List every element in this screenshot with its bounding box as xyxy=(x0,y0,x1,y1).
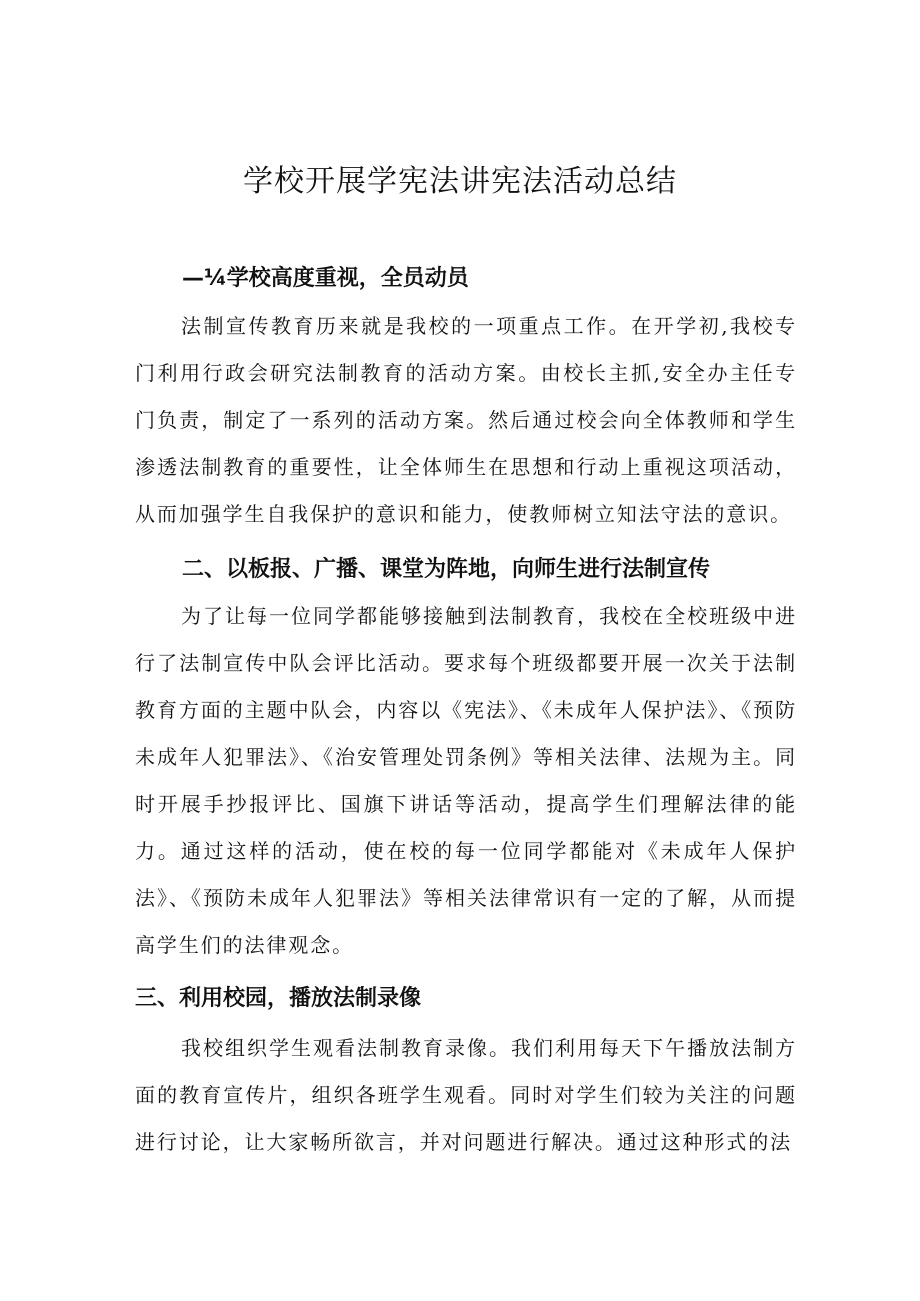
section-paragraph-3: 我校组织学生观看法制教育录像。我们利用每天下午播放法制方面的教育宣传片，组织各班学生观看。同时对学生们较为关注的问题进行讨论，让大家畅所欲言，并对问题进行解决。通过这种形式的法 xyxy=(135,1036,797,1154)
section-heading-1: —¼学校高度重视，全员动员 xyxy=(182,266,469,291)
section-heading-2: 二、以板报、广播、课堂为阵地，向师生进行法制宣传 xyxy=(182,557,711,582)
section-heading-3: 三、利用校园，播放法制录像 xyxy=(135,986,422,1011)
section-paragraph-2: 为了让每一位同学都能够接触到法制教育，我校在全校班级中进行了法制宣传中队会评比活动。要求每个班级都要开展一次关于法制教育方面的主题中队会，内容以《宪法》、《未成年人保护法》、《预防未成年人犯罪法》、《治安管理处罚条例》等相关法律、法规为主。同时开展手抄报评比、国旗下讲话等活动，提高学生们理解法律的能力。通过这样的活动，使在校的每一位同学都能对《未成年人保护法》、《预防未成年人犯罪法》等相关法律常识有一定的了解，从而提高学生们的法律观念。 xyxy=(135,604,797,957)
section-paragraph-1: 法制宣传教育历来就是我校的一项重点工作。在开学初,我校专门利用行政会研究法制教育的活动方案。由校长主抓,安全办主任专门负责，制定了一系列的活动方案。然后通过校会向全体教师和学生渗透法制教育的重要性，让全体师生在思想和行动上重视这项活动，从而加强学生自我保护的意识和能力，使教师树立知法守法的意识。 xyxy=(135,314,797,526)
document-title: 学校开展学宪法讲宪法活动总结 xyxy=(243,164,677,199)
